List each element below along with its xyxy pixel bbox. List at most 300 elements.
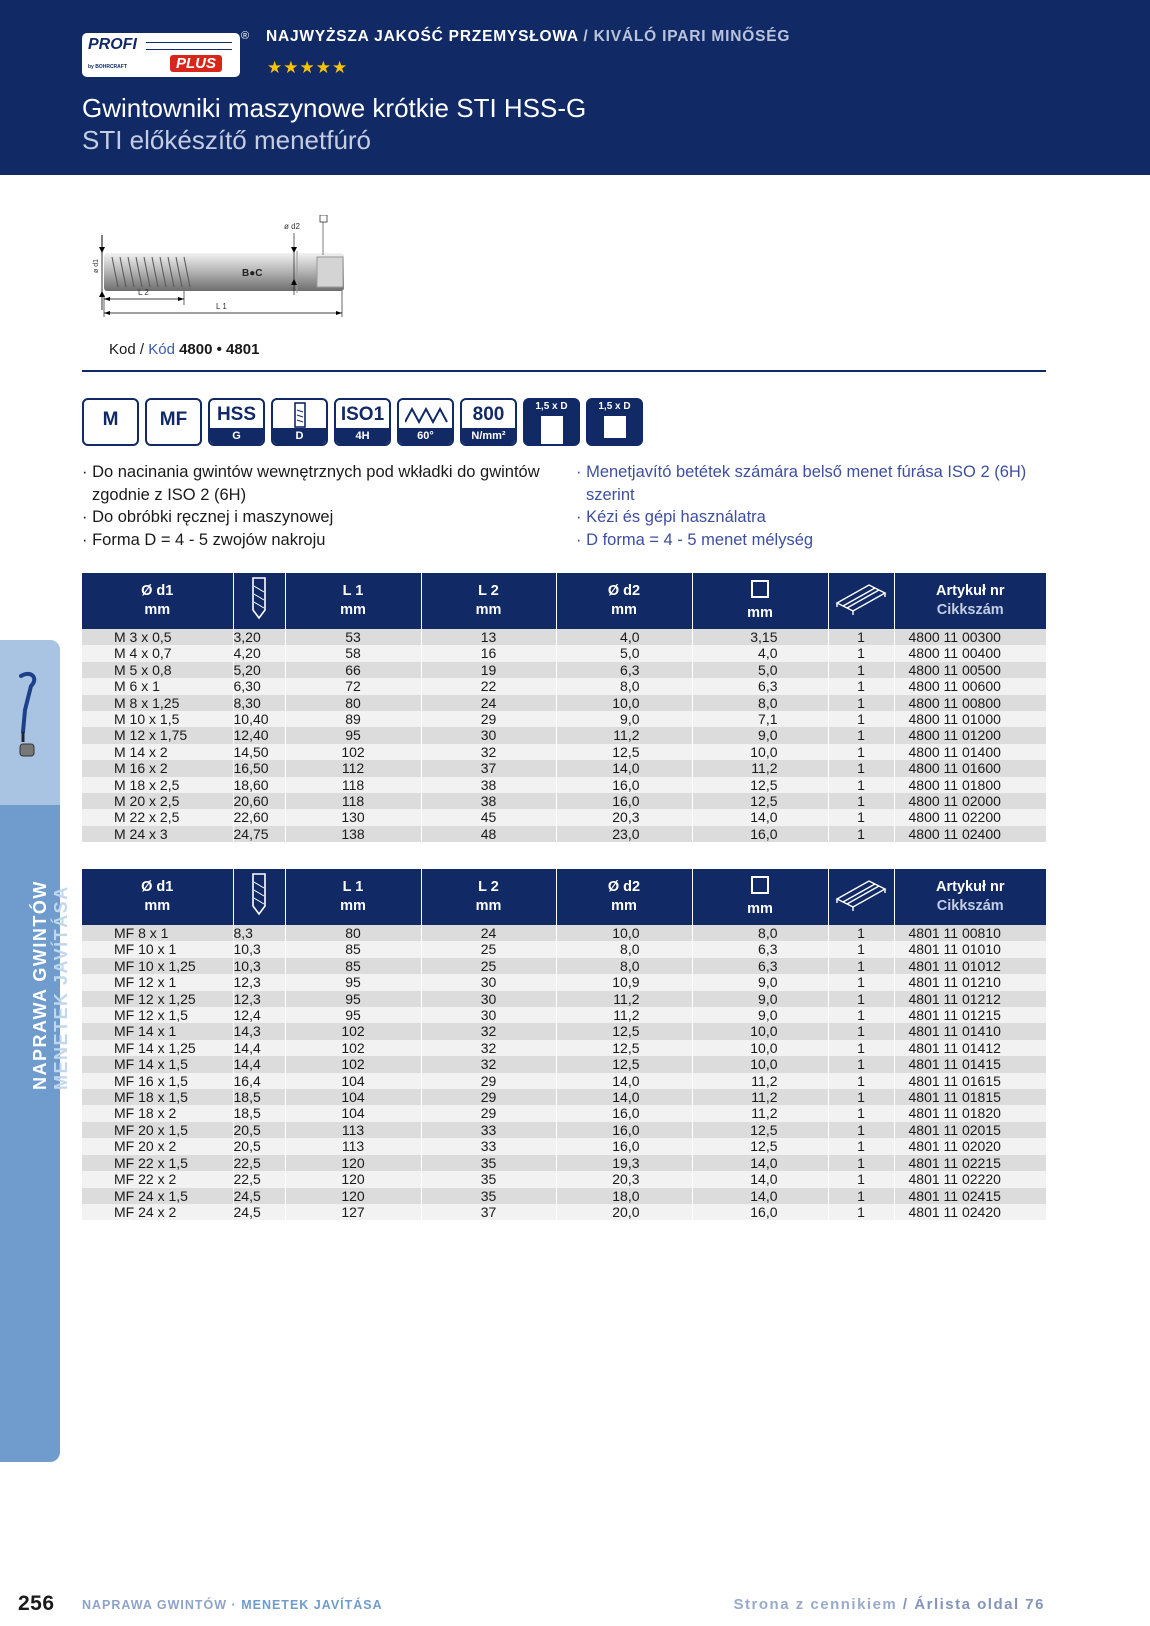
table-cell: 12,5 xyxy=(692,1138,828,1154)
table-cell: M 24 x 3 xyxy=(82,826,233,842)
table-cell: MF 22 x 2 xyxy=(82,1171,233,1187)
table-cell: 104 xyxy=(285,1089,421,1105)
table-cell: 95 xyxy=(285,1007,421,1023)
col-drill-icon xyxy=(233,869,285,925)
table-cell: MF 8 x 1 xyxy=(82,925,233,941)
table-header-row xyxy=(82,573,1046,629)
tap-outline-icon xyxy=(293,402,307,428)
page-number: 256 xyxy=(18,1592,55,1615)
table-row xyxy=(82,1188,1046,1204)
table-cell: 22 xyxy=(421,678,556,694)
table-row xyxy=(82,1105,1046,1121)
page-title-pl: Gwintowniki maszynowe krótkie STI HSS-G xyxy=(82,93,587,123)
table-cell: 11,2 xyxy=(556,991,692,1007)
table-cell: M 6 x 1 xyxy=(82,678,233,694)
table-cell: M 10 x 1,5 xyxy=(82,711,233,727)
table-cell: 9,0 xyxy=(692,991,828,1007)
icon-hss-sub: G xyxy=(210,428,263,444)
table-cell: 25 xyxy=(421,941,556,957)
table-cell: 10,9 xyxy=(556,974,692,990)
table-cell: 6,3 xyxy=(692,958,828,974)
table-cell: 4801 11 02015 xyxy=(894,1122,1046,1138)
logo-drill-graphic xyxy=(146,42,232,50)
table-cell: 4800 11 02200 xyxy=(894,809,1046,825)
rating-stars: ★★★★★ xyxy=(267,58,349,77)
table-row xyxy=(82,793,1046,809)
table-cell: M 16 x 2 xyxy=(82,760,233,776)
table-row xyxy=(82,1155,1046,1171)
table-cell: 1 xyxy=(828,1122,894,1138)
table-cell: 20,5 xyxy=(233,1138,285,1154)
table-cell: MF 12 x 1 xyxy=(82,974,233,990)
table-cell: 58 xyxy=(285,645,421,661)
table-cell: 8,0 xyxy=(692,925,828,941)
quality-tagline xyxy=(266,28,790,46)
blind-hole-shape xyxy=(604,416,626,438)
col-d1: Ø d1 mm xyxy=(82,573,233,629)
table-cell: 37 xyxy=(421,1204,556,1220)
table-cell: 38 xyxy=(421,793,556,809)
col-l2: L 2 mm xyxy=(421,573,556,629)
table-cell: 32 xyxy=(421,1056,556,1072)
table-cell: 18,0 xyxy=(556,1188,692,1204)
form-d-chamfer-icon xyxy=(271,398,328,446)
table-cell: 102 xyxy=(285,1040,421,1056)
features-hu xyxy=(576,461,1056,551)
table-cell: M 14 x 2 xyxy=(82,744,233,760)
table-row xyxy=(82,991,1046,1007)
drill-icon xyxy=(245,576,273,620)
table-cell: 8,0 xyxy=(556,958,692,974)
table-cell: 53 xyxy=(285,629,421,645)
table-cell: 14,0 xyxy=(556,1073,692,1089)
col-pack xyxy=(828,869,894,925)
table-cell: 20,3 xyxy=(556,1171,692,1187)
table-cell: MF 20 x 1,5 xyxy=(82,1122,233,1138)
table-cell: 11,2 xyxy=(692,1089,828,1105)
table-row xyxy=(82,1122,1046,1138)
table-cell: 14,4 xyxy=(233,1056,285,1072)
table-cell: 10,0 xyxy=(692,1040,828,1056)
table-cell: 1 xyxy=(828,777,894,793)
table-cell: 112 xyxy=(285,760,421,776)
table-cell: 95 xyxy=(285,991,421,1007)
table-cell: 29 xyxy=(421,1089,556,1105)
table-cell: 18,60 xyxy=(233,777,285,793)
table-cell: 24,5 xyxy=(233,1204,285,1220)
col-article: Artykuł nr Cikkszám xyxy=(894,869,1046,925)
pack-quantity-icon xyxy=(833,877,889,911)
table-cell: 30 xyxy=(421,1007,556,1023)
table-cell: 32 xyxy=(421,744,556,760)
table-cell: 1 xyxy=(828,1105,894,1121)
table-cell: 20,5 xyxy=(233,1122,285,1138)
table-row xyxy=(82,777,1046,793)
icon-depth-label-1: 1,5 x D xyxy=(535,401,568,412)
table-cell: 14,3 xyxy=(233,1023,285,1039)
icon-strength-unit: N/mm² xyxy=(462,428,515,444)
table-cell: M 18 x 2,5 xyxy=(82,777,233,793)
table-row xyxy=(82,941,1046,957)
logo-by-text: by BOHRCRAFT xyxy=(88,64,127,70)
drawing-label-d2: ø d2 xyxy=(284,222,301,231)
table-cell: 10,0 xyxy=(556,925,692,941)
table-cell: 6,3 xyxy=(556,662,692,678)
table-cell: 120 xyxy=(285,1171,421,1187)
table-cell: 4800 11 02000 xyxy=(894,793,1046,809)
col-l1: L 1 mm xyxy=(285,869,421,925)
table-row xyxy=(82,727,1046,743)
table-cell: 12,3 xyxy=(233,991,285,1007)
features-pl xyxy=(82,461,552,551)
table-row xyxy=(82,1023,1046,1039)
table-cell: 9,0 xyxy=(692,974,828,990)
icon-iso-label: ISO1 xyxy=(340,404,385,425)
footer-category-pl: NAPRAWA GWINTÓW xyxy=(82,1598,228,1612)
col-d2: Ø d2 mm xyxy=(556,869,692,925)
table-cell: 10,40 xyxy=(233,711,285,727)
table-cell: 1 xyxy=(828,826,894,842)
table-cell: 24,75 xyxy=(233,826,285,842)
tagline-pl: NAJWYŻSZA JAKOŚĆ PRZEMYSŁOWA xyxy=(266,28,579,45)
table-cell: 1 xyxy=(828,1171,894,1187)
coil-insert-icon xyxy=(17,670,39,760)
table-cell: 16,0 xyxy=(556,1122,692,1138)
table-cell: 4,20 xyxy=(233,645,285,661)
table-cell: 127 xyxy=(285,1204,421,1220)
table-cell: 10,0 xyxy=(692,1056,828,1072)
icon-strength-label: 800 xyxy=(472,404,505,425)
table-cell: 118 xyxy=(285,793,421,809)
table-cell: 4801 11 01820 xyxy=(894,1105,1046,1121)
through-hole-depth-icon xyxy=(523,398,580,446)
table-cell: 29 xyxy=(421,1105,556,1121)
tensile-strength-icon xyxy=(460,398,517,446)
table-cell: 4800 11 01200 xyxy=(894,727,1046,743)
table-cell: M 20 x 2,5 xyxy=(82,793,233,809)
table-row xyxy=(82,809,1046,825)
table-cell: 120 xyxy=(285,1188,421,1204)
table-cell: 113 xyxy=(285,1122,421,1138)
table-cell: 3,20 xyxy=(233,629,285,645)
kod-separator: / xyxy=(135,341,149,358)
table-cell: 12,5 xyxy=(556,1023,692,1039)
table-cell: 48 xyxy=(421,826,556,842)
table-cell: 16,0 xyxy=(692,1204,828,1220)
kod-label-hu: Kód xyxy=(148,341,175,358)
drawing-label-l2: L 2 xyxy=(138,288,149,297)
table-row xyxy=(82,1040,1046,1056)
side-label-hu: MENETEK JAVÍTÁSA xyxy=(51,885,71,1090)
table-cell: 14,0 xyxy=(692,1155,828,1171)
icon-m-label: M xyxy=(102,409,119,430)
table-row xyxy=(82,958,1046,974)
side-label-pl: NAPRAWA GWINTÓW xyxy=(30,880,50,1090)
table-cell: 1 xyxy=(828,1204,894,1220)
icon-depth-label-2: 1,5 x D xyxy=(598,401,631,412)
table-cell: 16,0 xyxy=(556,1105,692,1121)
table-row xyxy=(82,925,1046,941)
table-row xyxy=(82,678,1046,694)
table-cell: 22,5 xyxy=(233,1155,285,1171)
table-row xyxy=(82,1138,1046,1154)
table-cell: 1 xyxy=(828,1023,894,1039)
table-cell: 4,0 xyxy=(556,629,692,645)
footer-category-hu: MENETEK JAVÍTÁSA xyxy=(241,1598,383,1612)
page-header xyxy=(0,0,1150,175)
table-cell: M 3 x 0,5 xyxy=(82,629,233,645)
table-row xyxy=(82,645,1046,661)
table-cell: 16,0 xyxy=(556,1138,692,1154)
table-cell: 16,0 xyxy=(556,793,692,809)
icon-form-label: D xyxy=(273,428,326,444)
table-cell: MF 12 x 1,25 xyxy=(82,991,233,1007)
feature-pl-2: · Do obróbki ręcznej i maszynowej xyxy=(82,508,334,526)
table-cell: 24 xyxy=(421,695,556,711)
table-row xyxy=(82,1056,1046,1072)
col-drill-icon xyxy=(233,573,285,629)
table-cell: 4801 11 02020 xyxy=(894,1138,1046,1154)
drawing-label-d1: ø d1 xyxy=(93,258,100,273)
table-cell: 12,5 xyxy=(556,1040,692,1056)
logo-plus-text: PLUS xyxy=(170,55,222,72)
table-cell: 8,0 xyxy=(556,678,692,694)
kod-label-pl: Kod xyxy=(109,341,136,358)
table-cell: MF 22 x 1,5 xyxy=(82,1155,233,1171)
table-row xyxy=(82,1007,1046,1023)
footer-category xyxy=(82,1598,383,1612)
table-cell: 1 xyxy=(828,1188,894,1204)
table-cell: 1 xyxy=(828,727,894,743)
table-cell: 5,20 xyxy=(233,662,285,678)
footer-category-sep: · xyxy=(227,1598,242,1612)
icon-hss-label: HSS xyxy=(216,404,257,425)
table-cell: MF 24 x 2 xyxy=(82,1204,233,1220)
table-cell: 4800 11 00600 xyxy=(894,678,1046,694)
table-cell: 25 xyxy=(421,958,556,974)
table-cell: 24 xyxy=(421,925,556,941)
table-row xyxy=(82,695,1046,711)
table-cell: 102 xyxy=(285,744,421,760)
feature-pl-1: · Do nacinania gwintów wewnętrznych pod wkładki do gwintów zgodnie z ISO 2 (6H) xyxy=(82,463,540,504)
table-cell: 12,5 xyxy=(556,744,692,760)
table-header-row xyxy=(82,869,1046,925)
table-cell: 12,5 xyxy=(692,1122,828,1138)
table-cell: 4801 11 02420 xyxy=(894,1204,1046,1220)
table-cell: 1 xyxy=(828,760,894,776)
table-cell: 104 xyxy=(285,1105,421,1121)
table-cell: 1 xyxy=(828,925,894,941)
table-cell: 14,0 xyxy=(692,1188,828,1204)
icon-iso-sub: 4H xyxy=(336,428,389,444)
table-cell: 4800 11 01400 xyxy=(894,744,1046,760)
table-cell: 1 xyxy=(828,793,894,809)
table-cell: 102 xyxy=(285,1056,421,1072)
table-cell: 35 xyxy=(421,1171,556,1187)
col-square: mm xyxy=(692,869,828,925)
square-icon xyxy=(751,580,769,598)
table-cell: 4801 11 00810 xyxy=(894,925,1046,941)
col-l2: L 2 mm xyxy=(421,869,556,925)
table-cell: 12,5 xyxy=(692,777,828,793)
table-cell: 12,40 xyxy=(233,727,285,743)
table-cell: 37 xyxy=(421,760,556,776)
col-square: mm xyxy=(692,573,828,629)
table-cell: 19 xyxy=(421,662,556,678)
table-cell: 1 xyxy=(828,974,894,990)
table-cell: 22,60 xyxy=(233,809,285,825)
table-cell: 29 xyxy=(421,1073,556,1089)
table-cell: 16,50 xyxy=(233,760,285,776)
table-cell: 16 xyxy=(421,645,556,661)
table-cell: 4801 11 01410 xyxy=(894,1023,1046,1039)
table-cell: 4800 11 00500 xyxy=(894,662,1046,678)
logo-profi-text: PROFI xyxy=(88,36,137,53)
table-cell: 10,0 xyxy=(692,744,828,760)
table-cell: 8,0 xyxy=(556,941,692,957)
table-cell: 1 xyxy=(828,1040,894,1056)
table-cell: 29 xyxy=(421,711,556,727)
thread-insert-icon xyxy=(0,640,60,805)
table-cell: 16,0 xyxy=(692,826,828,842)
table-cell: 130 xyxy=(285,809,421,825)
table-cell: 6,30 xyxy=(233,678,285,694)
table-cell: 12,3 xyxy=(233,974,285,990)
through-hole-shape xyxy=(541,416,563,446)
feature-pl-3: · Forma D = 4 - 5 zwojów nakroju xyxy=(82,530,326,549)
table-cell: MF 18 x 1,5 xyxy=(82,1089,233,1105)
table-cell: 12,5 xyxy=(556,1056,692,1072)
table-cell: 6,3 xyxy=(692,678,828,694)
col-d1: Ø d1 mm xyxy=(82,869,233,925)
table-cell: 4801 11 01010 xyxy=(894,941,1046,957)
table-cell: 1 xyxy=(828,991,894,1007)
table-cell: MF 12 x 1,5 xyxy=(82,1007,233,1023)
table-cell: 30 xyxy=(421,974,556,990)
table-cell: 20,3 xyxy=(556,809,692,825)
table-cell: 35 xyxy=(421,1155,556,1171)
table-cell: 22,5 xyxy=(233,1171,285,1187)
table-cell: 8,3 xyxy=(233,925,285,941)
table-cell: 11,2 xyxy=(556,727,692,743)
table-cell: 118 xyxy=(285,777,421,793)
table-cell: 4801 11 02215 xyxy=(894,1155,1046,1171)
table-cell: 1 xyxy=(828,645,894,661)
footer-price-hu: Árlista oldal 76 xyxy=(914,1596,1045,1613)
table-cell: 14,0 xyxy=(692,809,828,825)
table-row xyxy=(82,1171,1046,1187)
table-cell: 9,0 xyxy=(692,727,828,743)
col-l1: L 1 mm xyxy=(285,573,421,629)
table-cell: 4800 11 01000 xyxy=(894,711,1046,727)
table-cell: M 8 x 1,25 xyxy=(82,695,233,711)
table-cell: 1 xyxy=(828,1089,894,1105)
table-cell: 10,3 xyxy=(233,941,285,957)
m-thread-table xyxy=(82,573,1046,842)
table-cell: MF 20 x 2 xyxy=(82,1138,233,1154)
table-cell: 85 xyxy=(285,941,421,957)
mf-thread-table xyxy=(82,869,1046,1220)
table-cell: 24,5 xyxy=(233,1188,285,1204)
table-cell: 1 xyxy=(828,941,894,957)
table-cell: M 12 x 1,75 xyxy=(82,727,233,743)
table-cell: M 4 x 0,7 xyxy=(82,645,233,661)
blind-hole-depth-icon xyxy=(586,398,643,446)
table-cell: 6,3 xyxy=(692,941,828,957)
footer-price-list-ref xyxy=(734,1596,1045,1613)
table-cell: 4,0 xyxy=(692,645,828,661)
table-cell: 38 xyxy=(421,777,556,793)
tap-technical-drawing xyxy=(82,215,382,330)
table-cell: 4801 11 01215 xyxy=(894,1007,1046,1023)
table-cell: MF 14 x 1 xyxy=(82,1023,233,1039)
table-cell: 11,2 xyxy=(556,1007,692,1023)
table-row xyxy=(82,1204,1046,1220)
table-cell: 5,0 xyxy=(556,645,692,661)
tagline-separator: / xyxy=(578,28,594,45)
table-cell: 10,3 xyxy=(233,958,285,974)
table-cell: 1 xyxy=(828,1073,894,1089)
table-cell: 14,0 xyxy=(556,760,692,776)
table-cell: 35 xyxy=(421,1188,556,1204)
metric-thread-icon xyxy=(82,398,139,446)
col-d2: Ø d2 mm xyxy=(556,573,692,629)
feature-hu-1: · Menetjavító betétek számára belső menet fúrása ISO 2 (6H) szerint xyxy=(576,463,1027,504)
table-cell: 4801 11 01615 xyxy=(894,1073,1046,1089)
table-cell: 10,0 xyxy=(692,1023,828,1039)
table-cell: 89 xyxy=(285,711,421,727)
table-cell: 1 xyxy=(828,1138,894,1154)
table-cell: 4801 11 01815 xyxy=(894,1089,1046,1105)
page-title-hu: STI előkészítő menetfúró xyxy=(82,125,372,155)
table-cell: 11,2 xyxy=(692,1105,828,1121)
table-cell: 80 xyxy=(285,695,421,711)
table-cell: 14,0 xyxy=(556,1089,692,1105)
drawing-brand: B●C xyxy=(242,268,263,279)
table-cell: M 5 x 0,8 xyxy=(82,662,233,678)
table-cell: MF 10 x 1,25 xyxy=(82,958,233,974)
table-cell: 4800 11 00300 xyxy=(894,629,1046,645)
table-cell: 12,4 xyxy=(233,1007,285,1023)
table-cell: 1 xyxy=(828,711,894,727)
table-cell: 4801 11 01212 xyxy=(894,991,1046,1007)
feature-hu-2: · Kézi és gépi használatra xyxy=(576,508,766,526)
square-icon xyxy=(751,876,769,894)
table-cell: MF 18 x 2 xyxy=(82,1105,233,1121)
icon-mf-label: MF xyxy=(159,409,188,430)
table-cell: 7,1 xyxy=(692,711,828,727)
table-cell: 4801 11 01210 xyxy=(894,974,1046,990)
footer-price-pl: Strona z cennikiem xyxy=(733,1596,898,1613)
table-cell: 1 xyxy=(828,1155,894,1171)
table-cell: MF 14 x 1,25 xyxy=(82,1040,233,1056)
section-divider xyxy=(82,370,1046,372)
table-cell: 102 xyxy=(285,1023,421,1039)
table-cell: 9,0 xyxy=(692,1007,828,1023)
thread-angle-icon xyxy=(397,398,454,446)
table-row xyxy=(82,744,1046,760)
table-cell: 66 xyxy=(285,662,421,678)
table-cell: 12,5 xyxy=(692,793,828,809)
table-cell: 4800 11 02400 xyxy=(894,826,1046,842)
metric-fine-thread-icon xyxy=(145,398,202,446)
table-cell: 45 xyxy=(421,809,556,825)
table-cell: 14,4 xyxy=(233,1040,285,1056)
drawing-label-l1: L 1 xyxy=(216,302,227,311)
table-cell: 20,60 xyxy=(233,793,285,809)
table-cell: 4800 11 01800 xyxy=(894,777,1046,793)
table-cell: 1 xyxy=(828,629,894,645)
